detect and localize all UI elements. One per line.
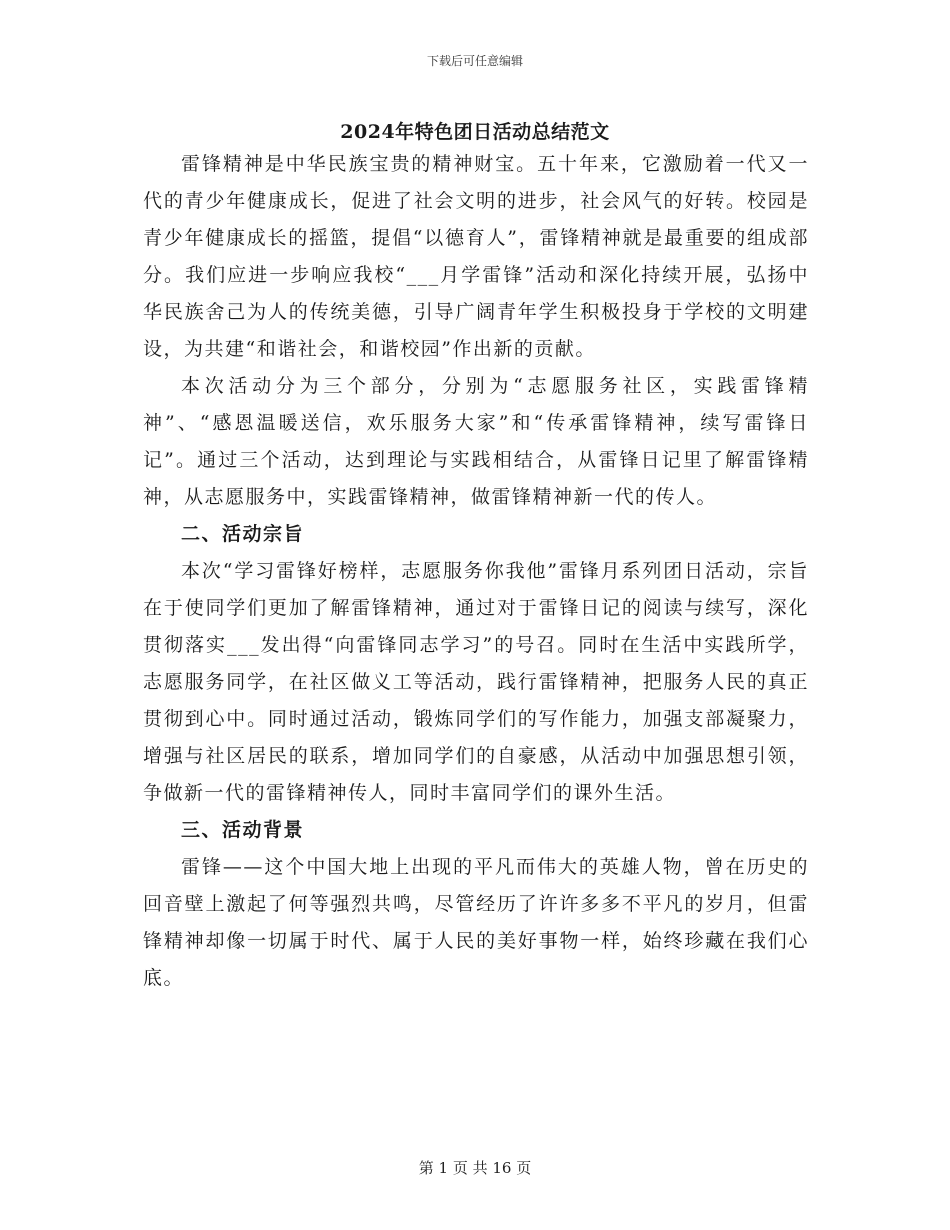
section-heading-background: 三、活动背景: [181, 819, 305, 841]
purpose-paragraph: 本次“学习雷锋好榜样，志愿服务你我他”雷锋月系列团日活动，宗旨在于使同学们更加了解雷锋精神，通过对于雷锋日记的阅读与续写，深化贯彻落实___发出得“向雷锋同志学习”的号召。同时在生活中实践所学，志愿服务同学，在社区做义工等活动，践行雷锋精神，把服务人民的真正贯彻到心中。同时通过活动，锻炼同学们的写作能力，加强支部凝聚力，增强与社区居民的联系，增加同学们的自豪感，从活动中加强思想引领，争做新一代的雷锋精神传人，同时丰富同学们的课外生活。: [143, 560, 809, 804]
background-paragraph: 雷锋——这个中国大地上出现的平凡而伟大的英雄人物，曾在历史的回音壁上激起了何等强烈共鸣，尽管经历了许许多多不平凡的岁月，但雷锋精神却像一切属于时代、属于人民的美好事物一样，始终珍藏在我们心底。: [143, 856, 809, 989]
document-title: 2024年特色团日活动总结范文: [340, 121, 610, 143]
page-number-footer: 第 1 页 共 16 页: [418, 1159, 532, 1177]
intro-paragraph-1: 雷锋精神是中华民族宝贵的精神财宝。五十年来，它激励着一代又一代的青少年健康成长，促进了社会文明的进步，社会风气的好转。校园是青少年健康成长的摇篮，提倡“以德育人”，雷锋精神就是最重要的组成部分。我们应进一步响应我校“___月学雷锋”活动和深化持续开展，弘扬中华民族舍己为人的传统美德，引导广阔青年学生积极投身于学校的文明建设，为共建“和谐社会，和谐校园”作出新的贡献。: [143, 153, 809, 360]
document-body: [143, 146, 809, 997]
page-header: 下载后可任意编辑: [426, 54, 523, 68]
section-heading-purpose: 二、活动宗旨: [181, 523, 305, 545]
intro-paragraph-2: 本次活动分为三个部分，分别为“志愿服务社区，实践雷锋精神”、“感恩温暖送信，欢乐服务大家”和“传承雷锋精神，续写雷锋日记”。通过三个活动，达到理论与实践相结合，从雷锋日记里了解雷锋精神，从志愿服务中，实践雷锋精神，做雷锋精神新一代的传人。: [143, 375, 809, 508]
